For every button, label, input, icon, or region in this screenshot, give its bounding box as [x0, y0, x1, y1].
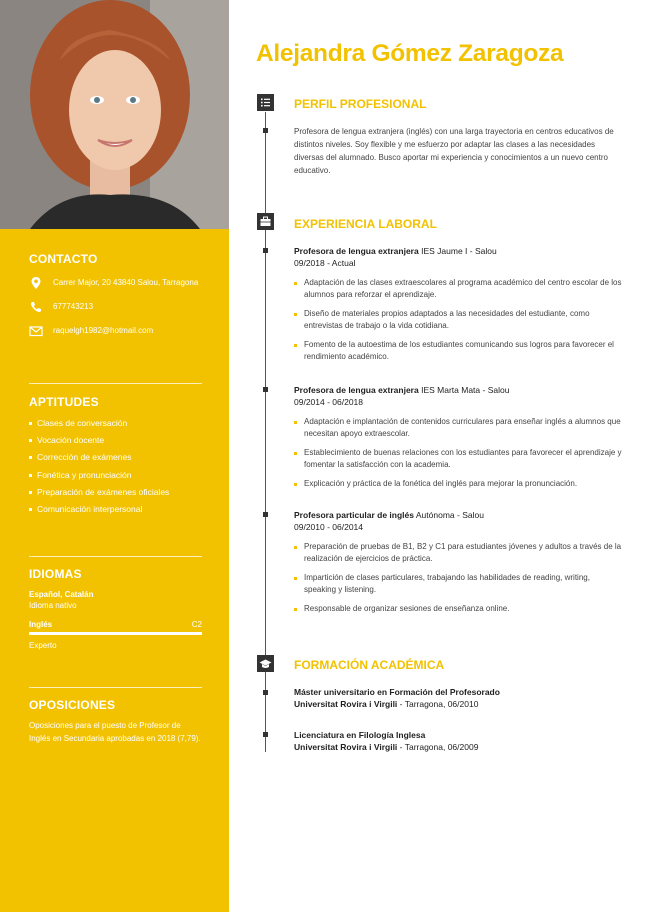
list-item: Explicación y práctica de la fonética del inglés para mejorar la pronunciación.: [294, 478, 624, 490]
phone-text[interactable]: 677743213: [53, 302, 94, 311]
job-entry: [294, 384, 624, 497]
education-entry: [294, 729, 624, 753]
oposiciones-section: [29, 698, 202, 745]
degree-name: Licenciatura en Filología Inglesa: [294, 730, 426, 740]
email-icon: [29, 324, 43, 338]
list-item: Fomento de la autoestima de los estudiantes comunicando sus logros para favorecer el rendimiento académico.: [294, 339, 624, 363]
list-item: Fonética y pronunciación: [29, 469, 202, 481]
language-level: Experto: [29, 641, 57, 650]
language-item: [29, 589, 202, 611]
list-item: Impartición de clases particulares, trabajando las habilidades de reading, writing, speaking y listening.: [294, 572, 624, 596]
languages-section: [29, 567, 202, 651]
skills-section: [29, 395, 202, 520]
job-dates: 09/2014 - 06/2018: [294, 397, 364, 407]
sidebar: [0, 0, 229, 912]
list-item: Diseño de materiales propios adaptados a las necesidades del estudiante, como entrevistas de trabajo o la vida cotidiana.: [294, 308, 624, 332]
language-name: Inglés: [29, 620, 53, 629]
contact-title: CONTACTO: [29, 252, 98, 266]
divider: [29, 556, 202, 557]
job-role: Profesora de lengua extranjera: [294, 246, 419, 256]
phone-icon: [29, 300, 43, 314]
school-name: Universitat Rovira i Virgili: [294, 699, 398, 709]
education-entry: [294, 686, 624, 710]
timeline-tick: [263, 512, 268, 517]
list-item: Preparación de pruebas de B1, B2 y C1 para estudiantes jóvenes y adultos a través de la realización de ejercicios de práctica.: [294, 541, 624, 565]
job-role: Profesora particular de inglés: [294, 510, 414, 520]
contact-section: [29, 252, 202, 338]
profile-title: PERFIL PROFESIONAL: [294, 97, 427, 111]
languages-title: IDIOMAS: [29, 567, 82, 581]
oposiciones-title: OPOSICIONES: [29, 698, 116, 712]
graduation-cap-icon: [257, 655, 274, 672]
job-dates: 09/2018 - Actual: [294, 258, 356, 268]
education-title: FORMACIÓN ACADÉMICA: [294, 658, 445, 672]
divider: [29, 687, 202, 688]
profile-text: Profesora de lengua extranjera (inglés) con una larga trayectoria en centros educativos de distintos niveles. Soy flexible y me esfuerzo por adaptar las clases a las necesidades diversas del alumnado. Busco aportar mi experiencia y conocimientos a un nuevo centro educativo.: [294, 127, 614, 175]
degree-name: Máster universitario en Formación del Profesorado: [294, 687, 500, 697]
list-item: Establecimiento de buenas relaciones con los estudiantes para favorecer el aprendizaje y fomentar la satisfacción con la academia.: [294, 447, 624, 471]
timeline-tick: [263, 732, 268, 737]
profile-photo: [0, 0, 229, 229]
timeline-tick: [263, 128, 268, 133]
job-role: Profesora de lengua extranjera: [294, 385, 419, 395]
skills-list: [29, 417, 202, 515]
language-level: Idioma nativo: [29, 601, 77, 610]
list-icon: [257, 94, 274, 111]
list-item: Corrección de exámenes: [29, 451, 202, 463]
experience-title: EXPERIENCIA LABORAL: [294, 217, 437, 231]
job-entry: [294, 509, 624, 622]
list-item: Adaptación de las clases extraescolares al programa académico del centro escolar de los alumnos para reforzar el aprendizaje.: [294, 277, 624, 301]
list-item: Responsable de organizar sesiones de enseñanza online.: [294, 603, 624, 615]
timeline-tick: [263, 690, 268, 695]
list-item: Preparación de exámenes oficiales: [29, 486, 202, 498]
job-dates: 09/2010 - 06/2014: [294, 522, 364, 532]
language-name: Español, Catalán: [29, 590, 94, 599]
skills-title: APTITUDES: [29, 395, 99, 409]
list-item: Comunicación interpersonal: [29, 503, 202, 515]
language-code: C2: [191, 620, 202, 629]
briefcase-icon: [257, 213, 274, 230]
contact-email: [29, 324, 202, 338]
list-item: Clases de conversación: [29, 417, 202, 429]
job-entry: [294, 245, 624, 370]
school-name: Universitat Rovira i Virgili: [294, 742, 398, 752]
language-item: [29, 619, 202, 651]
email-text[interactable]: raquelgh1982@hotmail.com: [53, 326, 154, 335]
place-date: - Tarragona, 06/2009: [399, 742, 479, 752]
candidate-name: Alejandra Gómez Zaragoza: [256, 40, 564, 67]
place-date: - Tarragona, 06/2010: [399, 699, 479, 709]
list-item: Vocación docente: [29, 434, 202, 446]
timeline-tick: [263, 248, 268, 253]
contact-phone: [29, 300, 202, 314]
divider: [29, 383, 202, 384]
contact-address: [29, 276, 202, 290]
oposiciones-text: Oposiciones para el puesto de Profesor de Inglés en Secundaria aprobadas en 2018 (7,79).: [29, 721, 201, 743]
job-company: IES Jaume I - Salou: [421, 246, 497, 256]
location-icon: [29, 276, 43, 290]
list-item: Adaptación e implantación de contenidos curriculares para enseñar inglés a alumnos que necesitan apoyo extraescolar.: [294, 416, 624, 440]
timeline-tick: [263, 387, 268, 392]
job-company: Autónoma - Salou: [415, 510, 484, 520]
job-company: IES Marta Mata - Salou: [421, 385, 510, 395]
language-proficiency-bar: [29, 632, 202, 635]
address-text: Carrer Major, 20 43840 Salou, Tarragona: [53, 278, 199, 287]
